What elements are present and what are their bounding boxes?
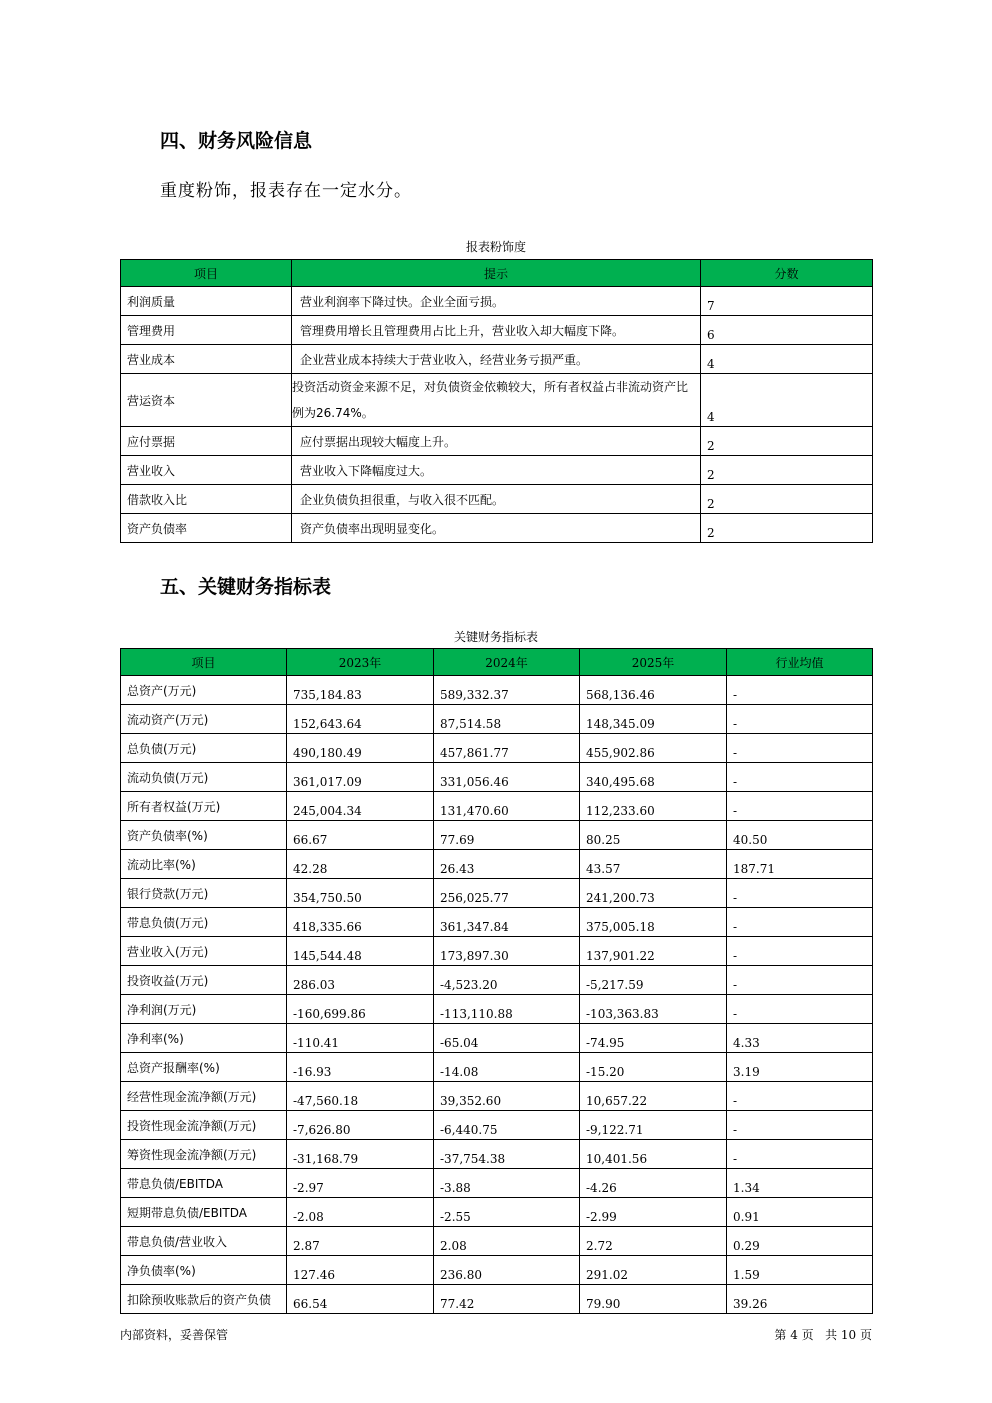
key-2023-cell: 418,335.66 xyxy=(287,908,434,937)
key-header-2023: 2023年 xyxy=(287,649,434,676)
risk-hint-cell: 投资活动资金来源不足，对负债资金依赖较大，所有者权益占非流动资产比例为26.74%。 xyxy=(292,374,701,427)
key-item-cell: 流动资产(万元) xyxy=(121,705,287,734)
key-industry-avg-cell: 1.59 xyxy=(727,1256,873,1285)
risk-table-row xyxy=(121,456,873,485)
risk-hint-cell: 营业收入下降幅度过大。 xyxy=(292,456,701,485)
key-2024-cell: 236.80 xyxy=(434,1256,580,1285)
key-table-row xyxy=(121,937,873,966)
risk-table-row xyxy=(121,427,873,456)
key-2024-cell: -4,523.20 xyxy=(434,966,580,995)
key-item-cell: 营业收入(万元) xyxy=(121,937,287,966)
risk-table-caption: 报表粉饰度 xyxy=(465,240,526,254)
key-2025-cell: 2.72 xyxy=(580,1227,727,1256)
risk-header-hint: 提示 xyxy=(292,260,701,287)
key-2025-cell: 568,136.46 xyxy=(580,676,727,705)
risk-hint-cell: 资产负债率出现明显变化。 xyxy=(292,514,701,543)
key-table-row xyxy=(121,879,873,908)
key-item-cell: 流动比率(%) xyxy=(121,850,287,879)
risk-item-cell: 借款收入比 xyxy=(121,485,292,514)
key-2024-cell: 39,352.60 xyxy=(434,1082,580,1111)
key-2025-cell: 43.57 xyxy=(580,850,727,879)
key-industry-avg-cell: - xyxy=(727,879,873,908)
key-table-row xyxy=(121,1227,873,1256)
key-industry-avg-cell: 0.29 xyxy=(727,1227,873,1256)
key-2025-cell: -2.99 xyxy=(580,1198,727,1227)
key-2024-cell: -113,110.88 xyxy=(434,995,580,1024)
key-2023-cell: 735,184.83 xyxy=(287,676,434,705)
key-2025-cell: 340,495.68 xyxy=(580,763,727,792)
key-table-row xyxy=(121,995,873,1024)
key-item-cell: 银行贷款(万元) xyxy=(121,879,287,908)
key-2025-cell: 148,345.09 xyxy=(580,705,727,734)
risk-table-row xyxy=(121,485,873,514)
key-2024-cell: 457,861.77 xyxy=(434,734,580,763)
key-2023-cell: -2.08 xyxy=(287,1198,434,1227)
key-item-cell: 投资收益(万元) xyxy=(121,966,287,995)
key-2025-cell: 10,401.56 xyxy=(580,1140,727,1169)
key-industry-avg-cell: 1.34 xyxy=(727,1169,873,1198)
key-2024-cell: 2.08 xyxy=(434,1227,580,1256)
key-table-caption: 关键财务指标表 xyxy=(453,630,538,644)
key-2023-cell: 354,750.50 xyxy=(287,879,434,908)
key-item-cell: 短期带息负债/EBITDA xyxy=(121,1198,287,1227)
key-item-cell: 投资性现金流净额(万元) xyxy=(121,1111,287,1140)
key-2025-cell: -74.95 xyxy=(580,1024,727,1053)
key-metrics-table xyxy=(120,648,873,1314)
key-2024-cell: -3.88 xyxy=(434,1169,580,1198)
key-industry-avg-cell: - xyxy=(727,734,873,763)
key-table-row xyxy=(121,705,873,734)
key-2025-cell: 241,200.73 xyxy=(580,879,727,908)
key-table-row xyxy=(121,1198,873,1227)
key-2024-cell: 26.43 xyxy=(434,850,580,879)
key-2023-cell: 66.54 xyxy=(287,1285,434,1314)
key-2023-cell: -110.41 xyxy=(287,1024,434,1053)
risk-hint-cell: 营业利润率下降过快。企业全面亏损。 xyxy=(292,287,701,316)
key-2023-cell: 361,017.09 xyxy=(287,763,434,792)
key-industry-avg-cell: - xyxy=(727,995,873,1024)
key-item-cell: 净负债率(%) xyxy=(121,1256,287,1285)
key-2023-cell: -160,699.86 xyxy=(287,995,434,1024)
risk-hint-cell: 应付票据出现较大幅度上升。 xyxy=(292,427,701,456)
key-2023-cell: 490,180.49 xyxy=(287,734,434,763)
key-item-cell: 流动负债(万元) xyxy=(121,763,287,792)
key-2023-cell: -7,626.80 xyxy=(287,1111,434,1140)
key-item-cell: 筹资性现金流净额(万元) xyxy=(121,1140,287,1169)
key-table-row xyxy=(121,1082,873,1111)
risk-score-cell: 2 xyxy=(701,514,873,543)
key-industry-avg-cell: - xyxy=(727,676,873,705)
key-2024-cell: -2.55 xyxy=(434,1198,580,1227)
key-2023-cell: 2.87 xyxy=(287,1227,434,1256)
key-item-cell: 带息负债/营业收入 xyxy=(121,1227,287,1256)
section5-title: 五、关键财务指标表 xyxy=(160,576,332,598)
key-table-header xyxy=(121,649,873,676)
risk-table xyxy=(120,259,873,543)
key-2024-cell: -6,440.75 xyxy=(434,1111,580,1140)
risk-table-row xyxy=(121,316,873,345)
risk-score-cell: 4 xyxy=(701,345,873,374)
key-2025-cell: 112,233.60 xyxy=(580,792,727,821)
risk-item-cell: 应付票据 xyxy=(121,427,292,456)
key-2023-cell: 42.28 xyxy=(287,850,434,879)
key-2024-cell: 256,025.77 xyxy=(434,879,580,908)
risk-header-score: 分数 xyxy=(701,260,873,287)
key-table-row xyxy=(121,1053,873,1082)
key-2025-cell: 455,902.86 xyxy=(580,734,727,763)
key-item-cell: 总资产(万元) xyxy=(121,676,287,705)
key-2024-cell: 589,332.37 xyxy=(434,676,580,705)
key-industry-avg-cell: 39.26 xyxy=(727,1285,873,1314)
key-table-row xyxy=(121,676,873,705)
key-header-2025: 2025年 xyxy=(580,649,727,676)
key-2023-cell: 152,643.64 xyxy=(287,705,434,734)
key-2023-cell: 286.03 xyxy=(287,966,434,995)
key-industry-avg-cell: - xyxy=(727,792,873,821)
key-2025-cell: 10,657.22 xyxy=(580,1082,727,1111)
key-2023-cell: -47,560.18 xyxy=(287,1082,434,1111)
key-industry-avg-cell: - xyxy=(727,1111,873,1140)
key-2025-cell: -15.20 xyxy=(580,1053,727,1082)
key-item-cell: 资产负债率(%) xyxy=(121,821,287,850)
key-item-cell: 净利润(万元) xyxy=(121,995,287,1024)
key-table-row xyxy=(121,1169,873,1198)
key-table-row xyxy=(121,1285,873,1314)
risk-item-cell: 资产负债率 xyxy=(121,514,292,543)
key-2023-cell: 127.46 xyxy=(287,1256,434,1285)
key-2025-cell: -5,217.59 xyxy=(580,966,727,995)
risk-summary: 重度粉饰，报表存在一定水分。 xyxy=(160,181,412,201)
key-industry-avg-cell: - xyxy=(727,966,873,995)
risk-table-row xyxy=(121,345,873,374)
key-2025-cell: 79.90 xyxy=(580,1285,727,1314)
key-2025-cell: 375,005.18 xyxy=(580,908,727,937)
key-item-cell: 净利率(%) xyxy=(121,1024,287,1053)
key-2024-cell: 361,347.84 xyxy=(434,908,580,937)
risk-hint-cell: 企业营业成本持续大于营业收入，经营业务亏损严重。 xyxy=(292,345,701,374)
key-2023-cell: 145,544.48 xyxy=(287,937,434,966)
risk-item-cell: 营运资本 xyxy=(121,374,292,427)
key-industry-avg-cell: 0.91 xyxy=(727,1198,873,1227)
key-2023-cell: 245,004.34 xyxy=(287,792,434,821)
key-2025-cell: -9,122.71 xyxy=(580,1111,727,1140)
key-2023-cell: 66.67 xyxy=(287,821,434,850)
risk-score-cell: 4 xyxy=(701,374,873,427)
key-table-row xyxy=(121,1111,873,1140)
risk-table-row xyxy=(121,374,873,427)
key-2023-cell: -16.93 xyxy=(287,1053,434,1082)
risk-item-cell: 管理费用 xyxy=(121,316,292,345)
key-table-row xyxy=(121,1256,873,1285)
risk-hint-cell: 管理费用增长且管理费用占比上升，营业收入却大幅度下降。 xyxy=(292,316,701,345)
key-item-cell: 所有者权益(万元) xyxy=(121,792,287,821)
key-2025-cell: -4.26 xyxy=(580,1169,727,1198)
key-2024-cell: -65.04 xyxy=(434,1024,580,1053)
key-industry-avg-cell: - xyxy=(727,1140,873,1169)
risk-score-cell: 6 xyxy=(701,316,873,345)
key-table-row xyxy=(121,792,873,821)
key-2024-cell: 173,897.30 xyxy=(434,937,580,966)
key-table-row xyxy=(121,1140,873,1169)
key-2025-cell: -103,363.83 xyxy=(580,995,727,1024)
key-2024-cell: -37,754.38 xyxy=(434,1140,580,1169)
risk-score-cell: 7 xyxy=(701,287,873,316)
key-table-row xyxy=(121,966,873,995)
risk-table-row xyxy=(121,514,873,543)
key-item-cell: 总负债(万元) xyxy=(121,734,287,763)
key-industry-avg-cell: - xyxy=(727,763,873,792)
key-industry-avg-cell: - xyxy=(727,908,873,937)
key-table-row xyxy=(121,821,873,850)
risk-table-row xyxy=(121,287,873,316)
key-2023-cell: -31,168.79 xyxy=(287,1140,434,1169)
key-industry-avg-cell: 4.33 xyxy=(727,1024,873,1053)
key-2024-cell: 87,514.58 xyxy=(434,705,580,734)
risk-item-cell: 营业成本 xyxy=(121,345,292,374)
key-item-cell: 总资产报酬率(%) xyxy=(121,1053,287,1082)
footer-confidential: 内部资料，妥善保管 xyxy=(120,1328,229,1342)
risk-item-cell: 利润质量 xyxy=(121,287,292,316)
risk-hint-cell: 企业负债负担很重，与收入很不匹配。 xyxy=(292,485,701,514)
key-item-cell: 带息负债/EBITDA xyxy=(121,1169,287,1198)
key-2025-cell: 291.02 xyxy=(580,1256,727,1285)
key-2024-cell: -14.08 xyxy=(434,1053,580,1082)
key-industry-avg-cell: 3.19 xyxy=(727,1053,873,1082)
risk-score-cell: 2 xyxy=(701,427,873,456)
key-table-row xyxy=(121,850,873,879)
key-table-row xyxy=(121,734,873,763)
key-table-row xyxy=(121,1024,873,1053)
key-industry-avg-cell: - xyxy=(727,937,873,966)
key-2025-cell: 137,901.22 xyxy=(580,937,727,966)
key-2023-cell: -2.97 xyxy=(287,1169,434,1198)
key-2024-cell: 77.42 xyxy=(434,1285,580,1314)
key-item-cell: 经营性现金流净额(万元) xyxy=(121,1082,287,1111)
key-2025-cell: 80.25 xyxy=(580,821,727,850)
key-header-item: 项目 xyxy=(121,649,287,676)
key-industry-avg-cell: 40.50 xyxy=(727,821,873,850)
key-2024-cell: 77.69 xyxy=(434,821,580,850)
risk-table-header xyxy=(121,260,873,287)
key-industry-avg-cell: - xyxy=(727,1082,873,1111)
key-2024-cell: 331,056.46 xyxy=(434,763,580,792)
footer-page-number: 第 4 页 共 10 页 xyxy=(774,1328,872,1342)
risk-score-cell: 2 xyxy=(701,456,873,485)
key-table-row xyxy=(121,763,873,792)
key-table-row xyxy=(121,908,873,937)
key-item-cell: 带息负债(万元) xyxy=(121,908,287,937)
section4-title: 四、财务风险信息 xyxy=(160,130,313,152)
risk-header-item: 项目 xyxy=(121,260,292,287)
risk-item-cell: 营业收入 xyxy=(121,456,292,485)
key-header-industry-avg: 行业均值 xyxy=(727,649,873,676)
key-industry-avg-cell: 187.71 xyxy=(727,850,873,879)
key-header-2024: 2024年 xyxy=(434,649,580,676)
risk-score-cell: 2 xyxy=(701,485,873,514)
key-item-cell: 扣除预收账款后的资产负债 xyxy=(121,1285,287,1314)
key-2024-cell: 131,470.60 xyxy=(434,792,580,821)
key-industry-avg-cell: - xyxy=(727,705,873,734)
